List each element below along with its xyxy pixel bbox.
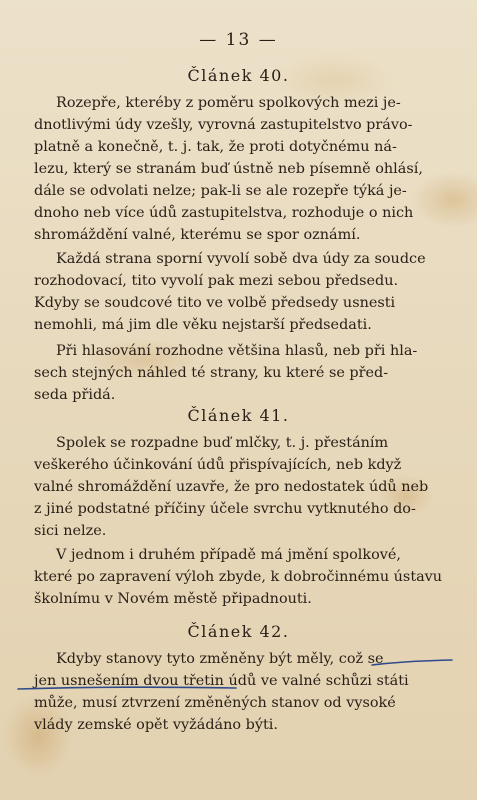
text-line: jen usnešením dvou třetin údů ve valné schůzi státi — [34, 673, 409, 689]
text-line: Při hlasování rozhodne většina hlasů, neb při hla- — [56, 343, 418, 359]
text-line: může, musí ztvrzení změněných stanov od vysoké — [34, 695, 396, 711]
text-line: seda přidá. — [34, 387, 116, 403]
text-line: dnotlivými údy vzešly, vyrovná zastupitelstvo právo- — [34, 117, 413, 133]
text-line: rozhodovací, tito vyvolí pak mezi sebou předsedu. — [34, 273, 399, 289]
text-line: školnímu v Novém městě připadnouti. — [34, 591, 312, 607]
article-42-heading: Článek 42. — [187, 622, 290, 641]
text-line: lezu, který se stranám buď ústně neb písemně ohlásí, — [34, 161, 423, 177]
text-line: shromáždění valné, kterému se spor oznámí. — [34, 227, 361, 243]
text-line: veškerého účinkování údů přispívajících, neb když — [34, 457, 402, 473]
article-41-heading: Článek 41. — [187, 406, 290, 425]
text-line: dále se odvolati nelze; pak-li se ale rozepře týká je- — [34, 183, 407, 199]
text-line: Kdyby se soudcové tito ve volbě předsedy usnesti — [34, 295, 396, 311]
page-number: — 13 — — [199, 30, 278, 50]
text-line: které po zapravení výloh zbyde, k dobročinnému ústavu — [34, 569, 443, 585]
text-line: Rozepře, kteréby z poměru spolkových mezi je- — [56, 95, 401, 111]
text-line: valné shromáždění uzavře, že pro nedostatek údů neb — [34, 479, 429, 495]
text-line: sici nelze. — [34, 523, 107, 539]
text-line: nemohli, má jim dle věku nejstarší předsedati. — [34, 317, 372, 333]
pen-underline — [372, 660, 452, 665]
text-line: platně a konečně, t. j. tak, že proti dotyčnému ná- — [34, 139, 397, 155]
text-line: z jiné podstatné příčiny účele svrchu vytknutého do- — [34, 501, 416, 517]
text-line: V jednom i druhém případě má jmění spolkové, — [56, 547, 401, 563]
text-line: dnoho neb více údů zastupitelstva, rozhoduje o nich — [34, 205, 414, 221]
text-line: Každá strana sporní vyvolí sobě dva údy za soudce — [56, 251, 426, 267]
pen-underline — [18, 687, 236, 689]
text-line: sech stejných náhled té strany, ku které se před- — [34, 365, 389, 381]
text-line: Kdyby stanovy tyto změněny být měly, což se — [56, 651, 384, 667]
text-line: vlády zemské opět vyžádáno býti. — [34, 717, 278, 733]
article-40-heading: Článek 40. — [187, 66, 290, 85]
text-line: Spolek se rozpadne buď mlčky, t. j. přestáním — [56, 435, 389, 451]
